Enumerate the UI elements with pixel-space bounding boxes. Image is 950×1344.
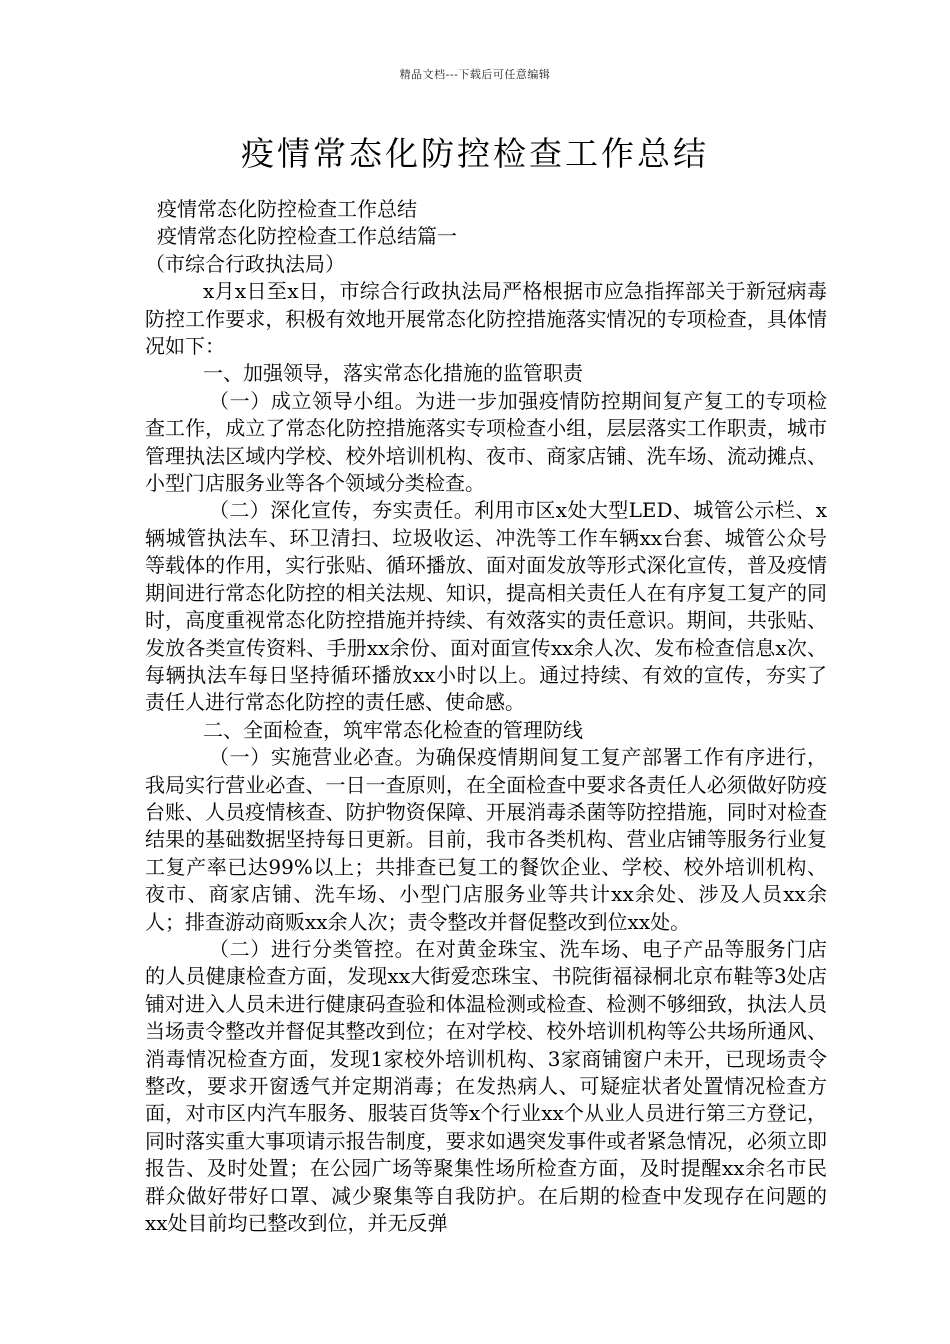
document-body xyxy=(145,196,827,1237)
subtitle-1: 疫情常态化防控检查工作总结 xyxy=(157,197,417,221)
paragraph-intro: x月x日至x日，市综合行政执法局严格根据市应急指挥部关于新冠病毒防控工作要求，积极有效地开展常态化防控措施落实情况的专项检查，具体情况如下： xyxy=(145,279,827,359)
section-heading-1: 一、加强领导，落实常态化措施的监管职责 xyxy=(203,361,583,386)
paragraph-2-2: （二）进行分类管控。在对黄金珠宝、洗车场、电子产品等服务门店的人员健康检查方面，发现xx大街爱恋珠宝、书院街福禄桐北京布鞋等3处店铺对进入人员未进行健康码查验和体温检测或检查、检测不够细致，执法人员当场责令整改并督促其整改到位；在对学校、校外培训机构等公共场所通风、消毒情况检查方面，发现1家校外培训机构、3家商铺窗户未开，已现场责令整改，要求开窗透气并定期消毒；在发热病人、可疑症状者处置情况检查方面，对市区内汽车服务、服装百货等x个行业xx个从业人员进行第三方登记，同时落实重大事项请示报告制度，要求如遇突发事件或者紧急情况，必须立即报告、及时处置；在公园广场等聚集性场所检查方面，及时提醒xx余名市民群众做好带好口罩、减少聚集等自我防护。在后期的检查中发现存在问题的xx处目前均已整改到位，并无反弹 xyxy=(145,936,827,1236)
org-name: （市综合行政执法局） xyxy=(145,251,345,276)
paragraph-2-1: （一）实施营业必查。为确保疫情期间复工复产部署工作有序进行，我局实行营业必查、一日一查原则，在全面检查中要求各责任人必须做好防疫台账、人员疫情核查、防护物资保障、开展消毒杀菌等防控措施，同时对检查结果的基础数据坚持每日更新。目前，我市各类机构、营业店铺等服务行业复工复产率已达99%以上；共排查已复工的餐饮企业、学校、校外培训机构、夜市、商家店铺、洗车场、小型门店服务业等共计xx余处、涉及人员xx余人；排查游动商贩xx余人次；责令整改并督促整改到位xx处。 xyxy=(145,745,827,934)
paragraph-1-2: （二）深化宣传，夯实责任。利用市区x处大型LED、城管公示栏、x辆城管执法车、环卫清扫、垃圾收运、冲洗等工作车辆xx台套、城管公众号等载体的作用，实行张贴、循环播放、面对面发放等形式深化宣传，普及疫情期间进行常态化防控的相关法规、知识，提高相关责任人在有序复工复产的同时，高度重视常态化防控措施并持续、有效落实的责任意识。期间，共张贴、发放各类宣传资料、手册xx余份、面对面宣传xx余人次、发布检查信息x次、每辆执法车每日坚持循环播放xx小时以上。通过持续、有效的宣传，夯实了责任人进行常态化防控的责任感、使命感。 xyxy=(145,498,827,715)
header-note: 精品文档---下载后可任意编辑 xyxy=(399,68,551,81)
section-heading-2: 二、全面检查，筑牢常态化检查的管理防线 xyxy=(203,717,583,742)
subtitle-2: 疫情常态化防控检查工作总结篇一 xyxy=(157,224,457,249)
document-title: 疫情常态化防控检查工作总结 xyxy=(241,134,709,173)
paragraph-1-1: （一）成立领导小组。为进一步加强疫情防控期间复产复工的专项检查工作，成立了常态化防控措施落实专项检查小组，层层落实工作职责，城市管理执法区域内学校、校外培训机构、夜市、商家店铺、洗车场、流动摊点、小型门店服务业等各个领域分类检查。 xyxy=(145,388,827,496)
